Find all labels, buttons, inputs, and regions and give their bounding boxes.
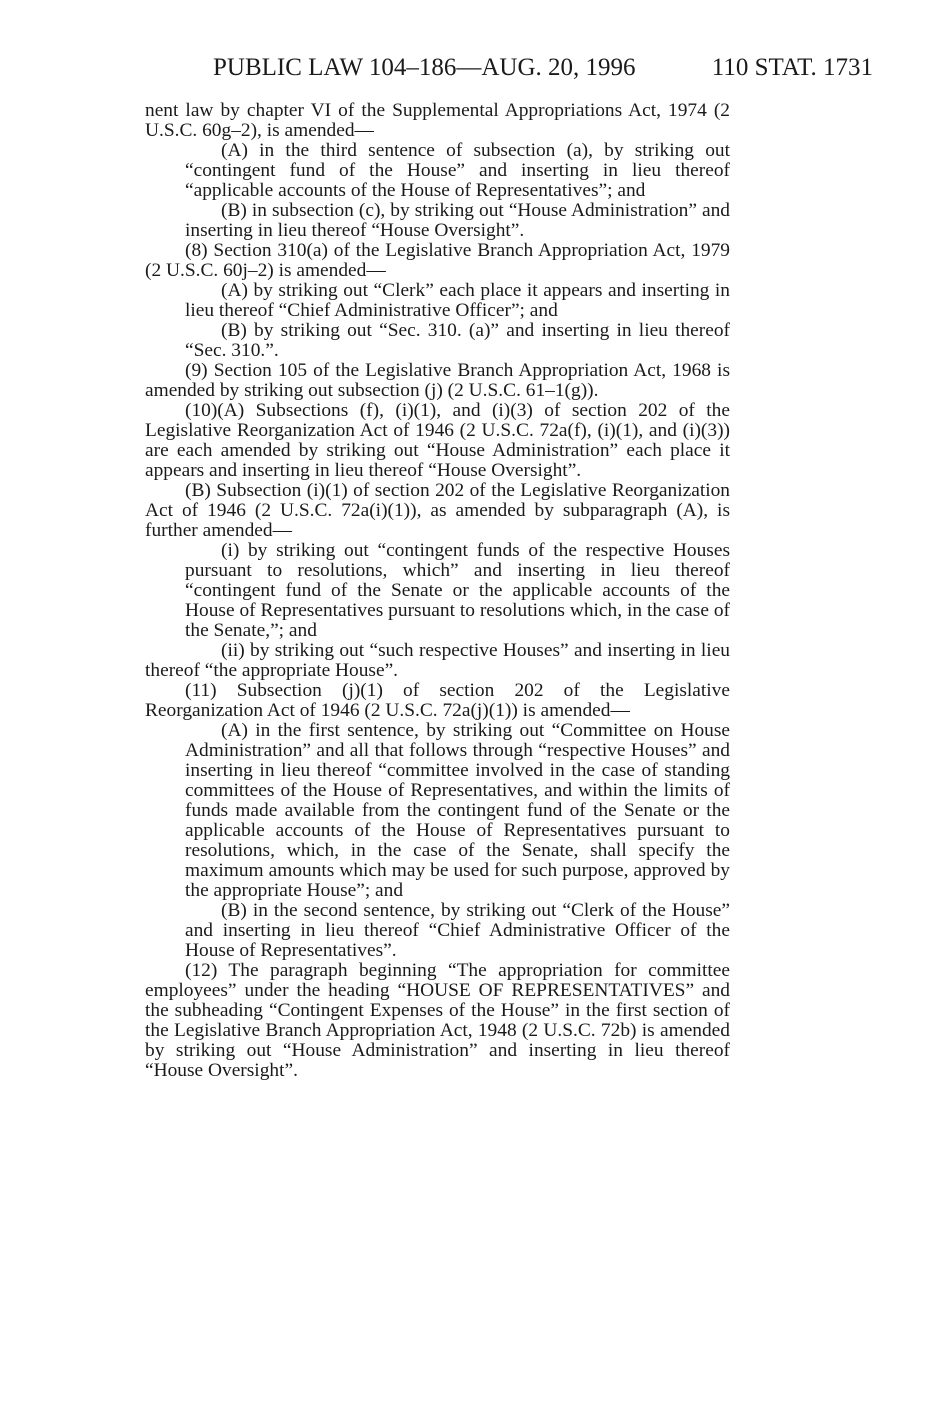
paragraph-9: (9) Section 105 of the Legislative Branch Appropriation Act, 1968 is amended by striking out subsection (j) (2 U.S.C. 61–1(g)).: [145, 360, 730, 401]
header-statute-page: 110 STAT. 1731: [711, 54, 873, 81]
clause-10b-ii: (ii) by striking out “such respective Houses” and inserting in lieu thereof “the appropriate House”.: [145, 640, 730, 681]
paragraph-12: (12) The paragraph beginning “The appropriation for committee employees” under the heading “HOUSE OF REPRESENTATIVES” and the subheading “Contingent Expenses of the House” in the first section of the Legislative Branch Appropriation Act, 1948 (2 U.S.C. 72b) is amended by striking out “House Administration” and inserting in lieu thereof “House Oversight”.: [145, 960, 730, 1081]
running-header: [213, 50, 873, 86]
clause-10b-i: (i) by striking out “contingent funds of the respective Houses pursuant to resolutions, which” and inserting in lieu thereof “contingent fund of the Senate or the applicable accounts of the House of Representatives pursuant to resolutions which, in the case of the Senate,”; and: [185, 540, 730, 641]
subparagraph-11b: (B) in the second sentence, by striking out “Clerk of the House” and inserting in lieu thereof “Chief Administrative Officer of the House of Representatives”.: [185, 900, 730, 961]
subparagraph-8a: (A) by striking out “Clerk” each place it appears and inserting in lieu thereof “Chief Administrative Officer”; and: [185, 280, 730, 321]
paragraph-10a: (10)(A) Subsections (f), (i)(1), and (i)(3) of section 202 of the Legislative Reorganization Act of 1946 (2 U.S.C. 72a(f), (i)(1), and (i)(3)) are each amended by striking out “House Administration” each place it appears and inserting in lieu thereof “House Oversight”.: [145, 400, 730, 481]
subparagraph-8b: (B) by striking out “Sec. 310. (a)” and inserting in lieu thereof “Sec. 310.”.: [185, 320, 730, 361]
paragraph-8: (8) Section 310(a) of the Legislative Branch Appropriation Act, 1979 (2 U.S.C. 60j–2) is amended—: [145, 240, 730, 281]
subparagraph-11a: (A) in the first sentence, by striking out “Committee on House Administration” and all that follows through “respective Houses” and inserting in lieu thereof “committee involved in the case of standing committees of the House of Representatives, and within the limits of funds made available from the contingent fund of the Senate or the applicable accounts of the House of Representatives pursuant to resolutions, which, in the case of the Senate, shall specify the maximum amounts which may be used for such purpose, approved by the appropriate House”; and: [185, 720, 730, 901]
paragraph-11: (11) Subsection (j)(1) of section 202 of the Legislative Reorganization Act of 1946 (2 U.S.C. 72a(j)(1)) is amended—: [145, 680, 730, 721]
subparagraph-7a: (A) in the third sentence of subsection (a), by striking out “contingent fund of the House” and inserting in lieu thereof “applicable accounts of the House of Representatives”; and: [185, 140, 730, 201]
paragraph-continuation: nent law by chapter VI of the Supplemental Appropriations Act, 1974 (2 U.S.C. 60g–2), is amended—: [145, 100, 730, 141]
body-text: [145, 101, 730, 1081]
subparagraph-7b: (B) in subsection (c), by striking out “House Administration” and inserting in lieu thereof “House Oversight”.: [185, 200, 730, 241]
header-law-citation: PUBLIC LAW 104–186—AUG. 20, 1996: [213, 54, 636, 81]
paragraph-10b: (B) Subsection (i)(1) of section 202 of the Legislative Reorganization Act of 1946 (2 U.S.C. 72a(i)(1)), as amended by subparagraph (A), is further amended—: [145, 480, 730, 541]
